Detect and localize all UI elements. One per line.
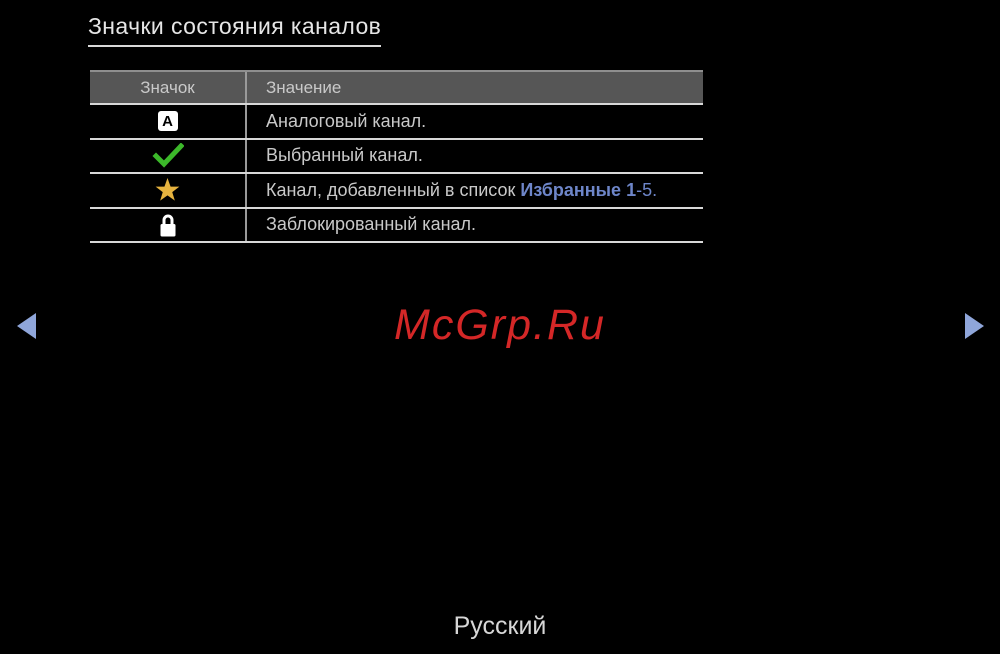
language-label: Русский: [453, 612, 547, 640]
table-row: [90, 209, 703, 244]
row-text: [247, 174, 703, 207]
right-arrow-icon: [964, 312, 986, 340]
row-text: Заблокированный канал.: [266, 214, 477, 235]
star-icon: [155, 178, 180, 202]
channel-status-table: [90, 70, 703, 243]
analog-a-icon: A: [158, 111, 178, 131]
favorites-suffix: -5.: [636, 179, 658, 200]
row-text: Выбранный канал.: [266, 145, 423, 166]
table-row: [90, 105, 703, 140]
header-meaning-column: Значение: [266, 77, 342, 97]
header-icon-column: Значок: [90, 72, 247, 103]
table-header-row: [90, 72, 703, 105]
watermark-logo: McGrp.Ru: [394, 301, 606, 349]
left-arrow-icon: [15, 312, 37, 340]
next-page-button[interactable]: [964, 312, 986, 340]
favorites-highlight: Избранные 1: [520, 179, 637, 200]
page-title: Значки состояния каналов: [88, 13, 381, 47]
lock-icon: [158, 212, 178, 238]
table-row: [90, 174, 703, 209]
previous-page-button[interactable]: [15, 312, 37, 340]
row-text: Аналоговый канал.: [266, 110, 427, 131]
table-row: [90, 140, 703, 175]
row-text-prefix: Канал, добавленный в список: [266, 179, 521, 200]
check-icon: [152, 143, 184, 168]
